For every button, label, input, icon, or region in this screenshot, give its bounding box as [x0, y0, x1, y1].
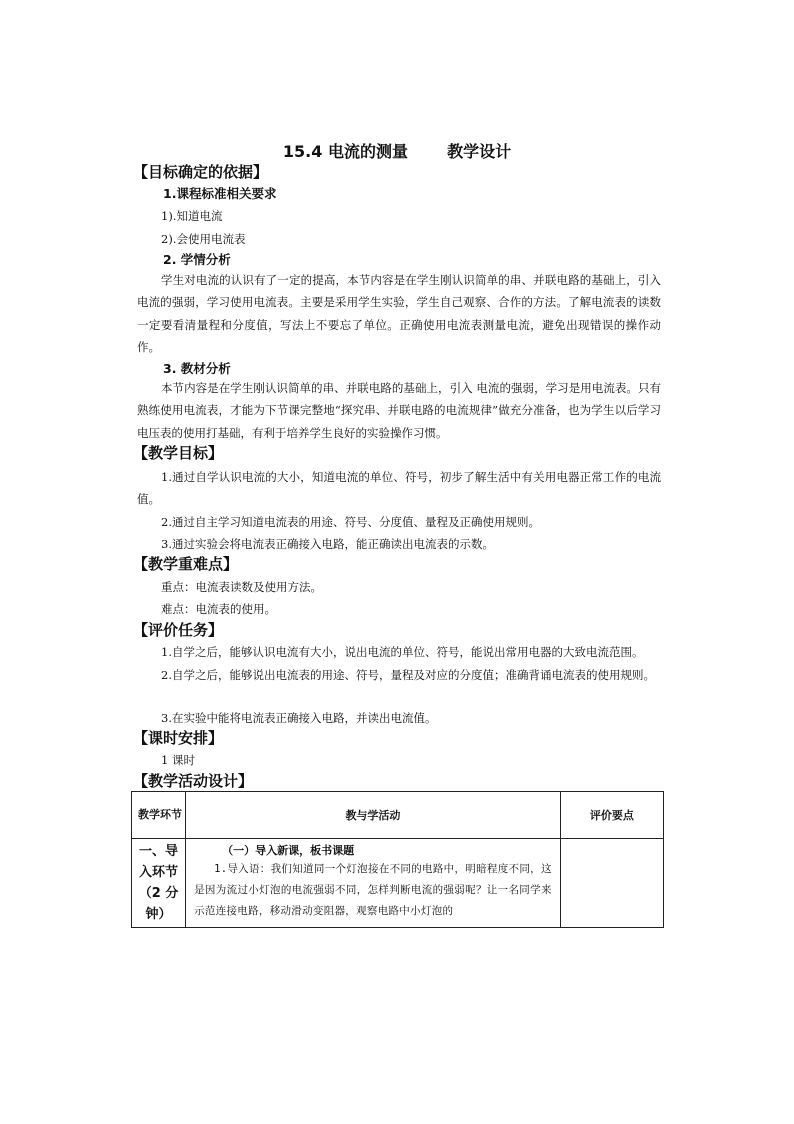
title-name: 电流的测量	[327, 142, 408, 161]
curriculum-heading: 1.课程标准相关要求	[163, 186, 277, 201]
activity-cell	[186, 839, 561, 928]
evaluation-heading: 【评价任务】	[133, 621, 224, 639]
basis-heading: 【目标确定的依据】	[133, 163, 269, 181]
stage-line: （2 分	[138, 886, 179, 901]
title-suffix: 教学设计	[447, 142, 512, 161]
objective-item-2: 2.通过自主学习知道电流表的用途、符号、分度值、量程及正确使用规则。	[161, 515, 540, 529]
schedule-text: 1 课时	[161, 753, 195, 767]
textbook-paragraph: 本节内容是在学生刚认识简单的串、并联电路的基础上，引入 电流的强弱，学习是用电流表。只有熟练使用电流表，才能为下节课完整地“探究串、并联电路的电流规律”做充分准备，也为学生以后学习电压表的使用打基础，有利于培养学生良好的实验操作习惯。	[137, 381, 661, 440]
stage-line: 入环节	[139, 865, 179, 880]
stage-line: 钟）	[145, 907, 172, 922]
activities-heading: 【教学活动设计】	[133, 772, 254, 790]
activity-table-header-row	[132, 792, 664, 839]
textbook-heading: 3. 教材分析	[163, 361, 231, 376]
header-activities: 教与学活动	[186, 792, 561, 839]
stage-cell	[132, 839, 186, 928]
activity-section-title: （一）导入新课，板书课题	[222, 844, 355, 857]
curriculum-item-2: 2).会使用电流表	[161, 232, 246, 246]
students-heading: 2. 学情分析	[163, 252, 231, 267]
students-paragraph: 学生对电流的认识有了一定的提高，本节内容是在学生刚认识简单的串、并联电路的基础上，引入电流的强弱，学习使用电流表。主要是采用学生实验，学生自己观察、合作的方法。了解电流表的读数一定要看清量程和分度值，写法上不要忘了单位。正确使用电流表测量电流，避免出现错误的操作动作。	[137, 273, 661, 355]
objective-item-3: 3.通过实验会将电流表正确接入电路，能正确读出电流表的示数。	[161, 537, 494, 551]
document-title	[0, 139, 794, 162]
objective-item-1: 1.通过自学认识电流的大小，知道电流的单位、符号，初步了解生活中有关用电器正常工作的电流值。	[137, 470, 661, 507]
table-row	[132, 839, 664, 928]
header-evaluation: 评价要点	[560, 792, 663, 839]
keypoint-difficult: 难点：电流表的使用。	[161, 602, 276, 616]
evaluation-cell	[560, 839, 663, 928]
evaluation-item-1: 1.自学之后，能够认识电流有大小，说出电流的单位、符号，能说出常用电器的大致电流范围。	[161, 645, 644, 659]
schedule-heading: 【课时安排】	[133, 729, 224, 747]
activity-text: 1.导入语：我们知道同一个灯泡接在不同的电路中，明暗程度不同，这是因为流过小灯泡的电流强弱不同，怎样判断电流的强弱呢？让一名同学来示范连接电路，移动滑动变阻器，观察电路中小灯泡的	[194, 863, 552, 917]
header-stage: 教学环节	[132, 792, 186, 839]
activity-table	[131, 791, 664, 928]
evaluation-item-3: 3.在实验中能将电流表正确接入电路，并读出电流值。	[161, 711, 437, 725]
stage-line: 一、导	[139, 844, 179, 859]
title-number: 15.4	[282, 142, 323, 161]
objectives-heading: 【教学目标】	[133, 444, 224, 462]
curriculum-item-1: 1).知道电流	[161, 209, 223, 223]
evaluation-item-2: 2.自学之后，能够说出电流表的用途、符号，量程及对应的分度值；准确背诵电流表的使用规则。	[161, 668, 655, 682]
keypoints-heading: 【教学重难点】	[133, 555, 239, 573]
keypoint-key: 重点：电流表读数及使用方法。	[161, 580, 322, 594]
